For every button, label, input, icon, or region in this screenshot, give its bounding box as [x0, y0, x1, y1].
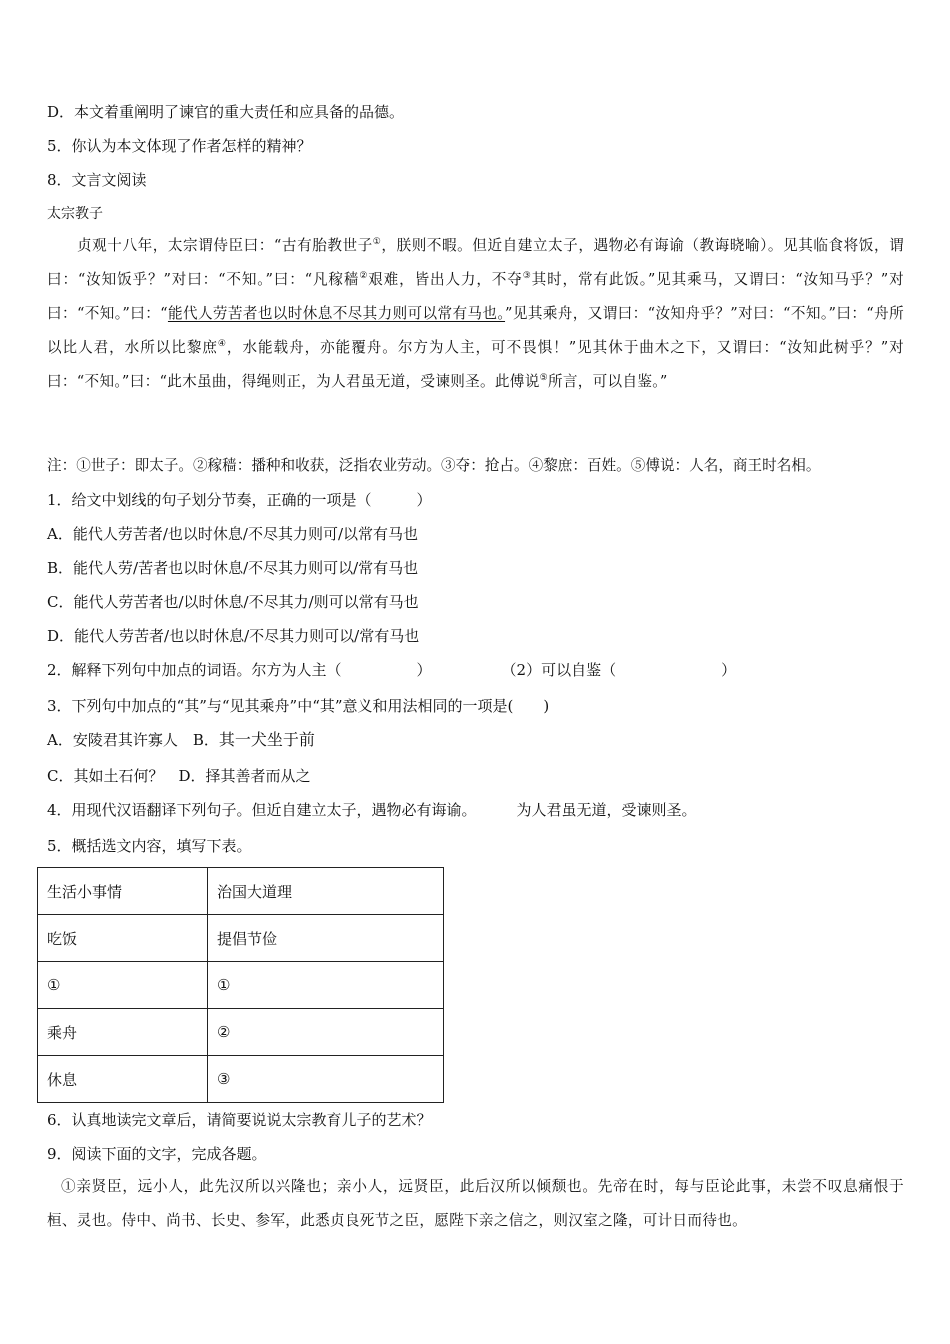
- question-1: 1．给文中划线的句子划分节奏，正确的一项是（ ）: [47, 491, 432, 509]
- table-cell: 休息: [38, 1056, 208, 1103]
- table-row: [38, 868, 444, 915]
- option-d: D．本文着重阐明了谏官的重大责任和应具备的品德。: [47, 103, 405, 121]
- passage-title: 太宗教子: [47, 206, 103, 222]
- q3-options-cd: C．其如土石何？ D．择其善者而从之: [47, 767, 311, 785]
- section-9-heading: 9．阅读下面的文字，完成各题。: [47, 1145, 267, 1163]
- table-cell: ③: [208, 1056, 444, 1103]
- q1-option-a: A．能代人劳苦者/也以时休息/不尽其力则可/以常有马也: [47, 525, 418, 543]
- table-cell: ①: [38, 962, 208, 1009]
- table-cell: 吃饭: [38, 915, 208, 962]
- annotations: 注：①世子：即太子。②稼穑：播种和收获，泛指农业劳动。③夺：抢占。④黎庶：百姓。⑤傅说：人名，商王时名相。: [47, 457, 821, 474]
- question-5-prev: 5．你认为本文体现了作者怎样的精神？: [47, 137, 312, 155]
- q1-option-c: C．能代人劳苦者也/以时休息/不尽其力/则可以常有马也: [47, 593, 419, 611]
- note-mark: ③: [522, 271, 532, 282]
- table-row: [38, 962, 444, 1009]
- table-cell: ②: [208, 1009, 444, 1056]
- table-cell: ①: [208, 962, 444, 1009]
- section-8-heading: 8．文言文阅读: [47, 171, 147, 189]
- question-5: 5．概括选文内容，填写下表。: [47, 837, 252, 855]
- table-header-cell: 生活小事情: [38, 868, 208, 915]
- q3-options-ab: A．安陵君其许寡人 B．其一犬坐于前: [47, 730, 315, 749]
- table-row: [38, 1009, 444, 1056]
- table-header-cell: 治国大道理: [208, 868, 444, 915]
- question-6: 6．认真地读完文章后，请简要说说太宗教育儿子的艺术？: [47, 1111, 432, 1129]
- table-row: [38, 1056, 444, 1103]
- classical-passage: 贞观十八年，太宗谓侍臣曰：“古有胎教世子①，朕则不暇。但近自建立太子，遇物必有诲谕（教诲晓喻）。见其临食将饭，谓曰：“汝知饭乎？”对曰：“不知。”曰：“凡稼穑②艰难，皆出人力，不夺③其时，常有此饭。”见其乘马，又谓曰：“汝知马乎？”对曰：“不知。”曰：“能代人劳苦者也以时休息不尽其力则可以常有马也。”见其乘舟，又谓曰：“汝知舟乎？”对曰：“不知。”曰：“舟所以比人君，水所以比黎庶④，水能载舟，亦能覆舟。尔方为人主，可不畏惧！”见其休于曲木之下，又谓曰：“汝知此树乎？”对曰：“不知。”曰：“此木虽曲，得绳则正，为人君虽无道，受谏则圣。此傅说⑤所言，可以自鉴。”: [47, 237, 904, 390]
- section-9-passage: ①亲贤臣，远小人，此先汉所以兴隆也；亲小人，远贤臣，此后汉所以倾颓也。先帝在时，每与臣论此事，未尝不叹息痛恨于桓、灵也。侍中、尚书、长史、参军，此悉贞良死节之臣，愿陛下亲之信之，则汉室之隆，可计日而待也。: [47, 1178, 904, 1229]
- question-2: 2．解释下列句中加点的词语。尔方为人主（ ） （2）可以自鉴（ ）: [47, 661, 737, 679]
- question-4: 4．用现代汉语翻译下列句子。但近自建立太子，遇物必有诲谕。 为人君虽无道，受谏则圣。: [47, 801, 697, 819]
- q1-option-d: D．能代人劳苦者/也以时休息/不尽其力则可以/常有马也: [47, 627, 420, 645]
- question-3: 3．下列句中加点的“其”与“见其乘舟”中“其”意义和用法相同的一项是( ): [47, 697, 550, 715]
- table-row: [38, 915, 444, 962]
- note-mark: ⑤: [539, 373, 548, 384]
- note-mark: ②: [359, 271, 369, 282]
- summary-table: [37, 867, 444, 1103]
- note-mark: ④: [217, 339, 227, 350]
- underlined-sentence: 能代人劳苦者也以时休息不尽其力则可以常有马也。: [167, 305, 506, 322]
- note-mark: ①: [372, 237, 382, 248]
- table-cell: 乘舟: [38, 1009, 208, 1056]
- q1-option-b: B．能代人劳/苦者也以时休息/不尽其力则可以/常有马也: [47, 559, 419, 577]
- table-cell: 提倡节俭: [208, 915, 444, 962]
